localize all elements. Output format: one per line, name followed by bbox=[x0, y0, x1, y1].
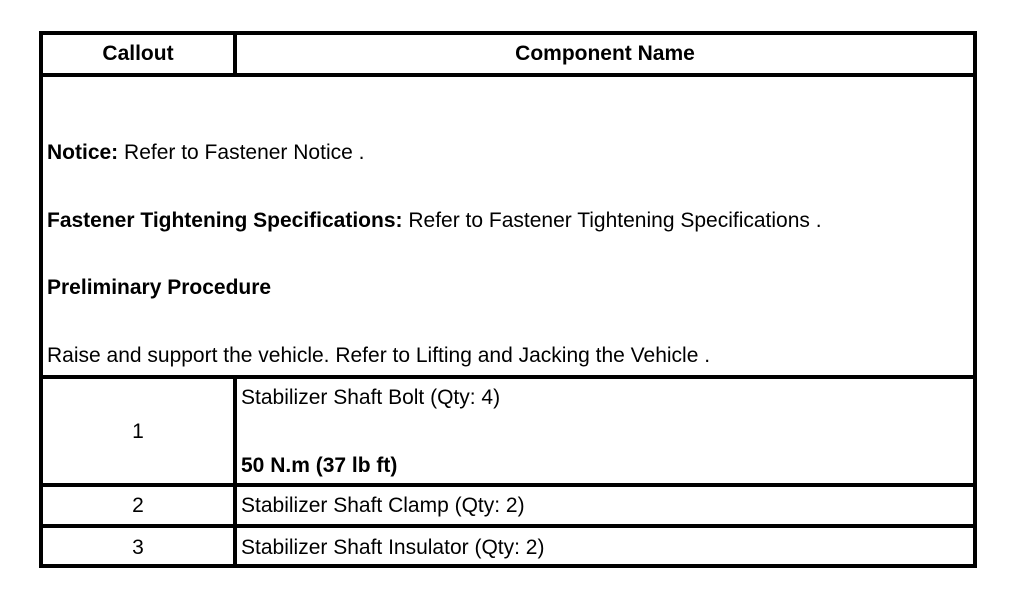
notes-divider bbox=[43, 375, 973, 379]
header-divider bbox=[43, 73, 973, 77]
row-1-torque: 50 N.m (37 lb ft) bbox=[241, 454, 398, 477]
row-1-name: Stabilizer Shaft Bolt (Qty: 4) bbox=[241, 386, 501, 409]
header-column-divider bbox=[233, 35, 237, 73]
header-callout: Callout bbox=[102, 42, 174, 65]
row-3-name: Stabilizer Shaft Insulator (Qty: 2) bbox=[241, 536, 545, 559]
row-1-callout: 1 bbox=[132, 420, 144, 443]
header-component-name: Component Name bbox=[515, 42, 695, 65]
notice-label: Notice: bbox=[47, 141, 119, 164]
notice-line bbox=[47, 141, 364, 165]
row-2-name: Stabilizer Shaft Clamp (Qty: 2) bbox=[241, 494, 525, 517]
row-3-callout: 3 bbox=[132, 536, 144, 559]
row-1-divider bbox=[43, 483, 973, 487]
spec-line bbox=[47, 209, 822, 233]
spec-label: Fastener Tightening Specifications: bbox=[47, 209, 403, 232]
preliminary-heading: Preliminary Procedure bbox=[47, 276, 272, 299]
notice-text: Refer to Fastener Notice . bbox=[118, 141, 365, 164]
spec-text: Refer to Fastener Tightening Specifications . bbox=[402, 209, 822, 232]
component-table bbox=[39, 31, 977, 568]
row-2-callout: 2 bbox=[132, 494, 144, 517]
row-2-divider bbox=[43, 524, 973, 528]
raise-instruction: Raise and support the vehicle. Refer to Lifting and Jacking the Vehicle . bbox=[47, 344, 711, 367]
rows-column-divider bbox=[233, 375, 237, 568]
